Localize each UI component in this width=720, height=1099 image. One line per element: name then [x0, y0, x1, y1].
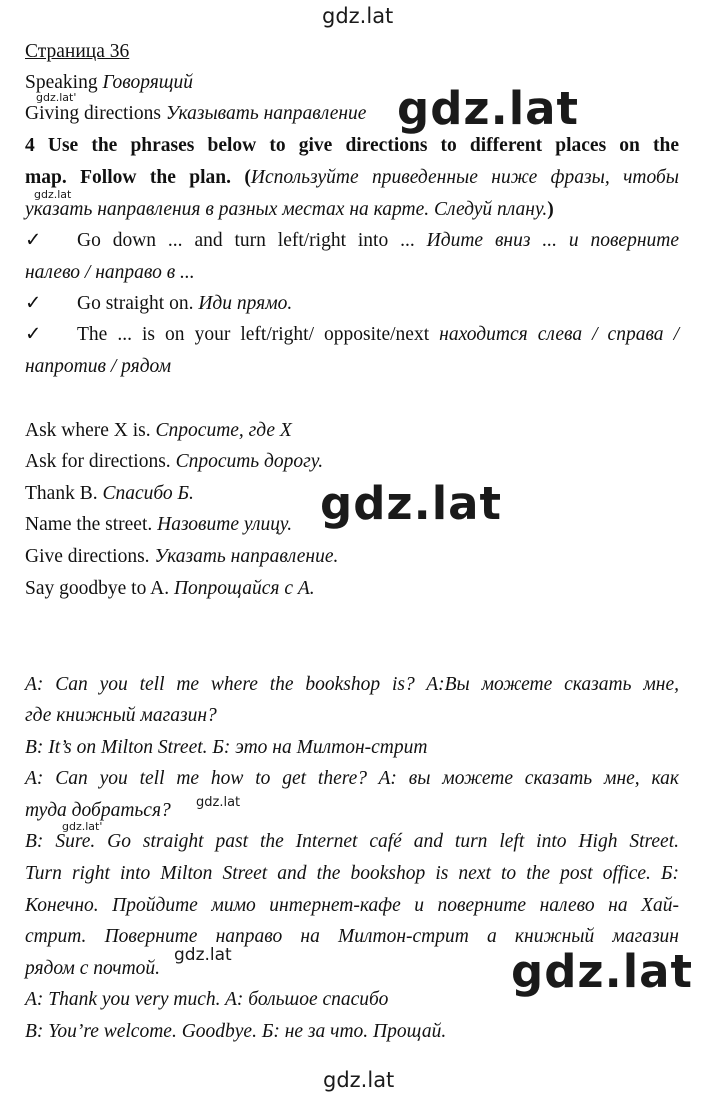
page-label: Страница 36: [25, 41, 130, 62]
plan-5-en: Give directions.: [25, 546, 150, 567]
plan-item-2: [25, 452, 323, 472]
plan-3-ru: Спасибо Б.: [102, 483, 194, 504]
dialogue-line-6: B: Sure. Go straight past the Internet café and turn left into High Street.: [25, 831, 679, 852]
phrase-1-ru: Идите вниз ... и поверните: [426, 230, 679, 251]
giving-en: Giving directions: [25, 103, 161, 124]
phrase-2-ru: Иди прямо.: [198, 293, 293, 314]
task-line-1: 4 Use the phrases below to give directions to different places on the: [25, 135, 679, 156]
plan-1-en: Ask where X is.: [25, 420, 151, 441]
section-giving-directions: [25, 104, 366, 124]
watermark-large-2: gdz.lat: [320, 477, 503, 530]
dialogue-line-11: A: Thank you very much. A: большое спасибо: [25, 989, 389, 1010]
task-line-2-bold: map. Follow the plan. (: [25, 167, 251, 188]
task-line-2: [25, 168, 679, 188]
plan-item-4: [25, 515, 292, 535]
task-line-3-bold: ): [547, 199, 554, 220]
plan-item-6: [25, 579, 315, 599]
watermark-large-1: gdz.lat: [397, 82, 580, 135]
plan-3-en: Thank B.: [25, 483, 98, 504]
watermark-large-3: gdz.lat: [511, 945, 694, 998]
watermark-bottom: gdz.lat: [323, 1068, 395, 1092]
task-line-2-italic: Используйте приведенные ниже фразы, чтобы: [250, 167, 679, 188]
phrase-1-continued: налево / направо в ...: [25, 262, 195, 283]
check-icon: ✓: [25, 324, 42, 345]
phrase-1-en: Go down ... and turn left/right into ...: [77, 230, 415, 251]
phrase-3-continued: напротив / рядом: [25, 356, 172, 377]
task-line-3: [25, 200, 554, 220]
plan-2-en: Ask for directions.: [25, 451, 171, 472]
dialogue-line-2: где книжный магазин?: [25, 705, 217, 726]
section-speaking: [25, 73, 193, 93]
plan-5-ru: Указать направление.: [154, 546, 339, 567]
watermark-small-3: gdz.lat: [196, 795, 241, 810]
watermark-small-4: gdz.lat': [62, 820, 103, 833]
dialogue-line-9: стрит. Поверните направо на Милтон-стрит а книжный магазин: [25, 926, 679, 947]
giving-ru: Указывать направление: [165, 103, 367, 124]
phrase-2: [25, 294, 292, 314]
plan-item-3: [25, 484, 194, 504]
dialogue-line-5: туда добраться?: [25, 800, 171, 821]
phrase-2-en: Go straight on.: [77, 293, 194, 314]
phrase-3-ru: находится слева / справа /: [439, 324, 679, 345]
watermark-small-5: gdz.lat: [174, 945, 232, 965]
phrase-1: [25, 231, 679, 251]
plan-6-en: Say goodbye to A.: [25, 578, 170, 599]
dialogue-line-3: B: It’s on Milton Street. Б: это на Милтон-стрит: [25, 737, 428, 758]
dialogue-line-4: A: Can you tell me how to get there? A: вы можете сказать мне, как: [25, 768, 679, 789]
task-line-3-italic: указать направления в разных местах на карте. Следуй плану.: [25, 199, 548, 220]
plan-item-5: [25, 547, 338, 567]
dialogue-line-10: рядом с почтой.: [25, 958, 161, 979]
plan-6-ru: Попрощайся с А.: [173, 578, 315, 599]
plan-1-ru: Спросите, где X: [155, 420, 292, 441]
dialogue-line-12: B: You’re welcome. Goodbye. Б: не за что. Прощай.: [25, 1021, 447, 1042]
plan-4-en: Name the street.: [25, 514, 153, 535]
phrase-3-en: The ... is on your left/right/ opposite/next: [77, 324, 430, 345]
speaking-ru: Говорящий: [102, 72, 194, 93]
speaking-en: Speaking: [25, 72, 98, 93]
watermark-small-1: gdz.lat': [36, 91, 77, 104]
watermark-top: gdz.lat: [322, 4, 394, 28]
check-icon: ✓: [25, 230, 42, 251]
dialogue-line-7: Turn right into Milton Street and the bookshop is next to the post office. Б:: [25, 863, 679, 884]
watermark-small-2: gdz.lat: [34, 188, 72, 201]
dialogue-line-8: Конечно. Пройдите мимо интернет-кафе и поверните налево на Хай-: [25, 895, 679, 916]
dialogue-line-1: A: Can you tell me where the bookshop is? A:Вы можете сказать мне,: [25, 674, 679, 695]
check-icon: ✓: [25, 293, 42, 314]
plan-item-1: [25, 421, 292, 441]
phrase-3: [25, 325, 679, 345]
plan-4-ru: Назовите улицу.: [157, 514, 293, 535]
plan-2-ru: Спросить дорогу.: [175, 451, 324, 472]
